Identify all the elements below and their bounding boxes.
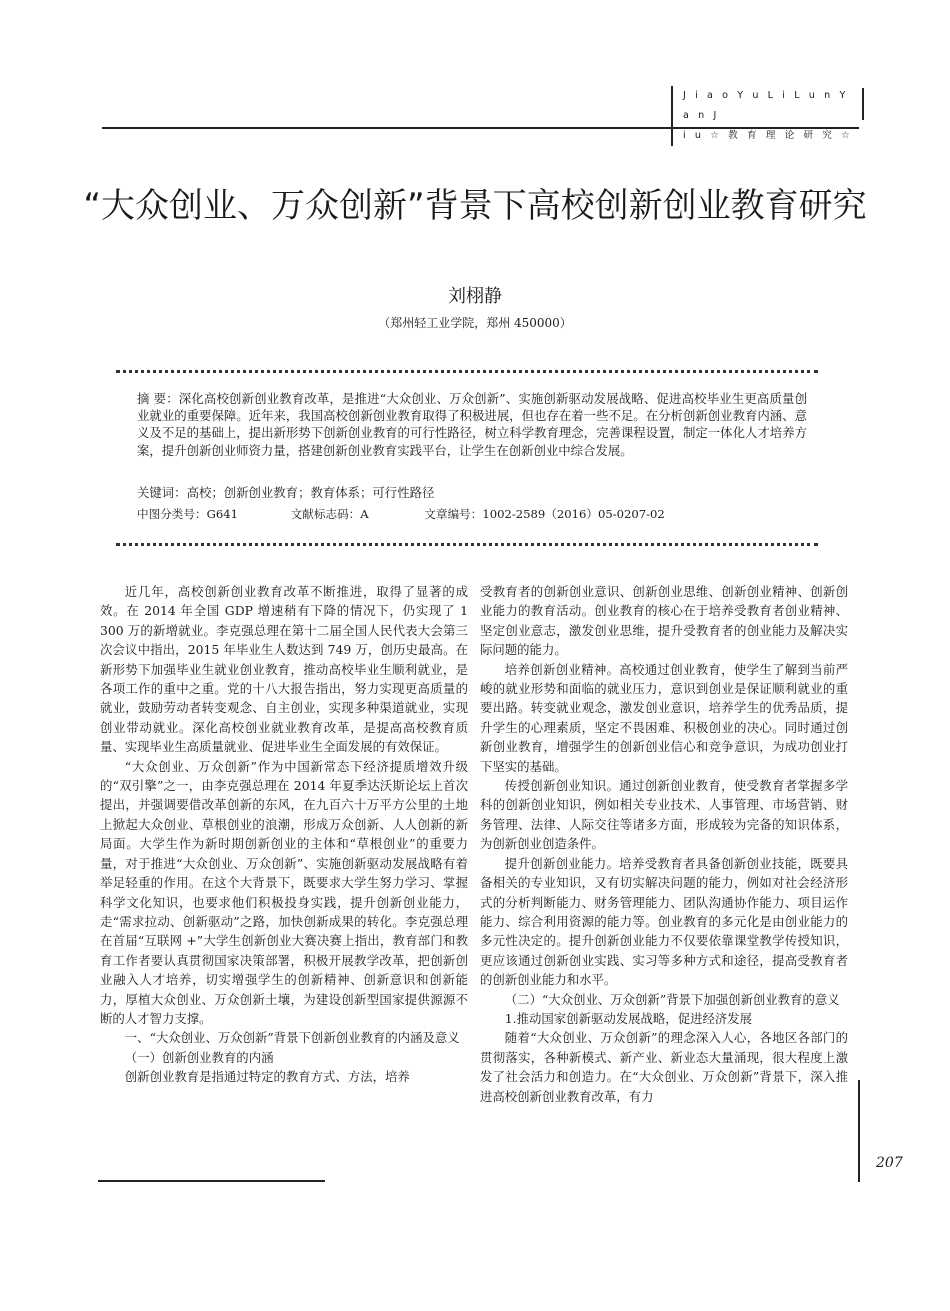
footnote-rule [98, 1180, 325, 1182]
paragraph: 提升创新创业能力。培养受教育者具备创新创业技能，既要具备相关的专业知识，又有切实解决问题的能力，例如对社会经济形式的分析判断能力、财务管理能力、团队沟通协作能力、项目运作能力、综合利用资源的能力等。创业教育的多元化是由创业能力的多元性决定的。提升创新创业能力不仅要依靠课堂教学传授知识，更应该通过创新创业实践、实习等多种方式和途径，提高受教育者的创新创业能力和水平。 [480, 855, 848, 988]
running-header-line2: i u ☆ 教 育 理 论 研 究 ☆ [683, 130, 853, 141]
paragraph: 随着“大众创业、万众创新”的理念深入人心，各地区各部门的贯彻落实，各种新模式、新产业、新业态大量涌现，很大程度上激发了社会活力和创造力。在“大众创业、万众创新”背景下，深入推进高校创新创业教育改革，有力 [480, 1030, 848, 1104]
paragraph: 传授创新创业知识。通过创新创业教育，使受教育者掌握多学科的创新创业知识，例如相关专业技术、人事管理、市场营销、财务管理、法律、人际交往等诸多方面，形成较为完备的知识体系，为创新创业创造条件。 [480, 778, 848, 852]
classification-line [137, 506, 837, 523]
paper-title: “大众创业、万众创新”背景下高校创新创业教育研究 [83, 186, 867, 226]
abstract-text: 深化高校创新创业教育改革，是推进“大众创业、万众创新”、实施创新驱动发展战略、促进高校毕业生更高质量创业就业的重要保障。近年来，我国高校创新创业教育取得了积极进展，但也存在着一些不足。在分析创新创业教育内涵、意义及不足的基础上，提出新形势下创新创业教育的可行性路径，树立科学教育理念，完善课程设置，制定一体化人才培养方案，提升创新创业师资力量，搭建创新创业教育实践平台，让学生在创新创业中综合发展。 [137, 391, 807, 458]
clc-number: 中图分类号：G641 [137, 507, 238, 521]
document-code: 文献标志码：A [290, 507, 369, 521]
section-heading: 一、“大众创业、万众创新”背景下创新创业教育的内涵及意义 [124, 1030, 460, 1046]
header-rule [102, 127, 859, 129]
author-name: 刘栩静 [448, 286, 502, 307]
section-heading: （一）创新创业教育的内涵 [124, 1049, 274, 1065]
paragraph: 培养创新创业精神。高校通过创业教育，使学生了解到当前严峻的就业形势和面临的就业压力，意识到创业是保证顺利就业的重要出路。转变就业观念，激发创业意识，培养学生的优秀品质，提升学生的心理素质，坚定不畏困难、积极创业的决心。同时通过创新创业教育，增强学生的创新创业信心和竞争意识，为成功创业打下坚实的基础。 [480, 661, 848, 774]
article-number: 文章编号：1002-2589（2016）05-0207-02 [424, 507, 665, 521]
running-header [671, 86, 863, 146]
paragraph: “大众创业、万众创新”作为中国新常态下经济提质增效升级的“双引擎”之一，由李克强总理在 2014 年夏季达沃斯论坛上首次提出，并强调要借改革创新的东风，在九百六十万平方公里的土地上掀起大众创业、草根创业的浪潮，形成万众创新、人人创新的新局面。大学生作为新时期创新创业的主体和“草根创业”的重要力量，对于推进“大众创业、万众创新”、实施创新驱动发展战略有着举足轻重的作用。在这个大背景下，既要求大学生努力学习、掌握科学文化知识，也要求他们积极投身实践，提升创新创业能力，走“需求拉动、创新驱动”之路，加快创新成果的转化。李克强总理在首届“互联网 +”大学生创新创业大赛决赛上指出，教育部门和教育工作者要认真贯彻国家决策部署，积极开展教学改革，把创新创业融入人才培养，切实增强学生的创新精神、创新意识和创新能力，厚植大众创业、万众创新土壤，为建设创新型国家提供源源不断的人才智力支撑。 [100, 758, 468, 1026]
dotted-divider-top [116, 370, 818, 373]
keywords-label: 关键词： [137, 485, 187, 500]
dotted-divider-bottom [116, 543, 818, 546]
paragraph: 创新创业教育是指通过特定的教育方式、方法，培养 [124, 1069, 410, 1085]
keywords [137, 484, 807, 501]
page-side-bar [858, 1080, 860, 1182]
abstract [137, 390, 807, 459]
abstract-label: 摘 要： [137, 391, 179, 406]
paragraph: 近几年，高校创新创业教育改革不断推进，取得了显著的成效。在 2014 年全国 GDP 增速稍有下降的情况下，仍实现了 1 300 万的新增就业。李克强总理在第十二届全国人民代表大会第三次会议中指出，2015 年毕业生人数达到 749 万，创历史最高。在新形势下加强毕业生就业创业教育，推动高校毕业生顺利就业，是各项工作的重中之重。党的十八大报告指出，努力实现更高质量的就业，鼓励劳动者转变观念、自主创业，实现多种渠道就业，实现创业带动就业。深化高校创业就业教育改革，是提高高校教育质量、实现毕业生高质量就业、促进毕业生全面发展的有效保证。 [100, 584, 468, 755]
running-header-line1: J i a o Y u L i L u n Y a n J [683, 90, 849, 121]
author-affiliation: （郑州轻工业学院，郑州 450000） [378, 316, 572, 330]
section-heading: 1.推动国家创新驱动发展战略，促进经济发展 [504, 1010, 753, 1026]
body-column-right [480, 582, 848, 1106]
paragraph: 受教育者的创新创业意识、创新创业思维、创新创业精神、创新创业能力的教育活动。创业教育的核心在于培养受教育者创业精神、坚定创业意志，激发创业思维，提升受教育者的创业能力及解决实际问题的能力。 [480, 584, 848, 658]
keywords-text: 高校；创新创业教育；教育体系；可行性路径 [186, 485, 435, 500]
page-number: 207 [876, 1155, 903, 1171]
body-column-left [100, 582, 468, 1087]
section-heading: （二）“大众创业、万众创新”背景下加强创新创业教育的意义 [504, 991, 840, 1007]
